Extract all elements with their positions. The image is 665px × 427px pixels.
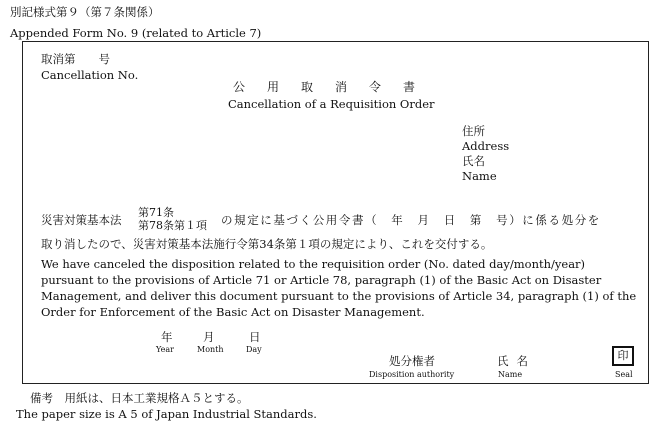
date-month-ja: 月 [203, 330, 215, 344]
form-label-en: Appended Form No. 9 (related to Article 7) [10, 26, 262, 40]
footer-note-en: The paper size is A 5 of Japan Industrial Standards. [16, 407, 317, 421]
seal-box: 印 [612, 346, 634, 366]
body-line1-rest: の規定に基づく公用令書（ 年 月 日 第 号）に係る処分を [221, 213, 601, 227]
date-year-ja: 年 [161, 330, 173, 344]
address-label-en: Address [462, 139, 510, 153]
title-ja: 公用取消令書 [233, 80, 438, 94]
footer-note-ja: 備考 用紙は、日本工業規格Ａ５とする。 [30, 391, 249, 405]
article-78: 第78条第１項 [138, 219, 207, 232]
name-label-en: Name [462, 169, 497, 183]
date-year-en: Year [156, 345, 174, 354]
authority-name-en: Name [498, 370, 523, 379]
seal-en: Seal [615, 370, 633, 379]
date-day-en: Day [246, 345, 262, 354]
body-english: We have canceled the disposition related to the requisition order (No. dated day/month/year) pursuant to the provisions of Article 71 or Article 78, paragraph (1) of the Basic Act on Disaster Management, and deliver this document pursuant to the provisions of Article 34, paragraph (1) of the Order for Enforcement of the Basic Act on Disaster Management. [41, 257, 637, 319]
date-day-ja: 日 [249, 330, 261, 344]
form-label-ja: 別記様式第９（第７条関係） [10, 5, 160, 19]
body-line2: 取り消したので、災害対策基本法施行令第34条第１項の規定により、これを交付する。 [41, 237, 493, 251]
authority-en: Disposition authority [369, 370, 455, 379]
cancellation-no-en: Cancellation No. [41, 68, 139, 82]
cancellation-no-ja: 取消第 号 [41, 52, 110, 66]
name-label-ja: 氏名 [462, 154, 485, 168]
authority-ja: 処分権者 [389, 354, 435, 368]
title-en: Cancellation of a Requisition Order [228, 97, 435, 111]
authority-name-ja: 氏名 [497, 354, 536, 368]
address-label-ja: 住所 [462, 124, 485, 138]
law-name: 災害対策基本法 [41, 213, 122, 227]
article-71: 第71条 [138, 206, 174, 219]
date-month-en: Month [197, 345, 224, 354]
